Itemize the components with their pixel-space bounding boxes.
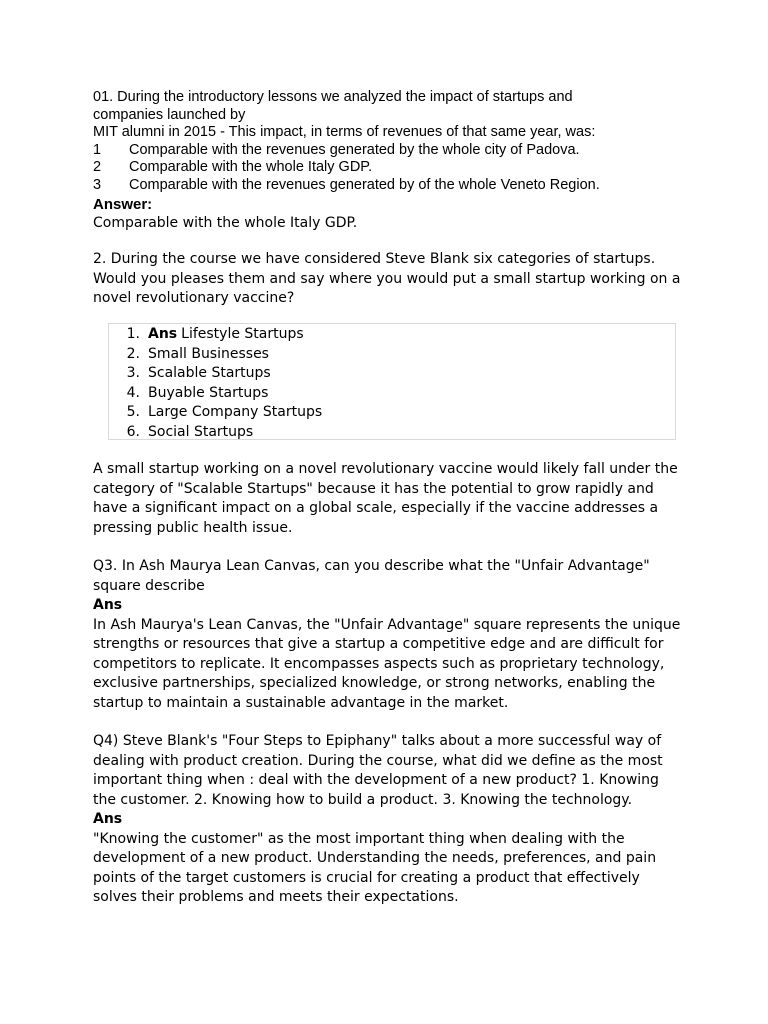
question-2-text: 2. During the course we have considered Steve Blank six categories of startups. Would you pleases them and say where you would put a small startup working on a novel revolutionary vaccine? [93, 251, 681, 306]
list-item-number: 3. [126, 365, 140, 381]
list-item [109, 345, 675, 365]
question-1-option [93, 177, 693, 195]
question-4-text: Q4) Steve Blank's "Four Steps to Epiphany" talks about a more successful way of dealing with product creation. During the course, what did we define as the most important thing when : deal with the development of a new product? 1. Knowing the customer. 2. Knowing how to build a product. 3. Knowing the technology. [93, 733, 663, 808]
question-1-answer: Comparable with the whole Italy GDP. [93, 215, 358, 231]
question-1-text-line-1: 01. During the introductory lessons we analyzed the impact of startups and [93, 89, 573, 105]
question-1-text-line-3: MIT alumni in 2015 - This impact, in terms of revenues of that same year, was: [93, 124, 596, 140]
list-item-text: Scalable Startups [148, 365, 271, 381]
list-item-number: 5. [126, 404, 140, 420]
list-item [109, 403, 675, 423]
option-number: 1 [93, 141, 102, 158]
question-3-text: Q3. In Ash Maurya Lean Canvas, can you describe what the "Unfair Advantage" square describe [93, 558, 650, 594]
list-item-text: Social Startups [148, 423, 254, 440]
question-4-answer: "Knowing the customer" as the most important thing when dealing with the development of a new product. Understanding the needs, preferences, and pain points of the target customers is crucial for creating a product that effectively solves their problems and meets their expectations. [93, 830, 657, 905]
list-item-text: Small Businesses [148, 345, 269, 362]
list-item-text: Buyable Startups [148, 384, 269, 401]
option-text: Comparable with the whole Italy GDP. [129, 159, 373, 175]
ans-marker: Ans [148, 326, 178, 342]
question-2-answer: A small startup working on a novel revolutionary vaccine would likely fall under the category of "Scalable Startups" because it has the potential to grow rapidly and have a significant impact on a global scale, especially if the vaccine addresses a pressing public health issue. [93, 461, 678, 536]
list-item [109, 384, 675, 404]
option-text: Comparable with the revenues generated by the whole city of Padova. [129, 141, 580, 158]
list-item-text: Large Company Startups [148, 404, 323, 420]
list-item [109, 325, 675, 345]
list-item-number: 2. [126, 345, 140, 362]
answer-label: Answer: [93, 196, 153, 213]
list-item-text: Lifestyle Startups [181, 326, 304, 342]
list-item [109, 423, 675, 443]
startup-categories-list [108, 323, 676, 440]
question-1 [93, 89, 693, 234]
question-1-option [93, 142, 693, 160]
option-text: Comparable with the revenues generated by of the whole Veneto Region. [129, 176, 600, 193]
list-item-number: 6. [126, 423, 140, 440]
question-1-text-line-2: companies launched by [93, 106, 246, 123]
question-4 [93, 732, 683, 908]
list-item [109, 364, 675, 384]
question-3 [93, 557, 683, 713]
list-item-number: 1. [126, 326, 140, 342]
option-number: 3 [93, 176, 102, 193]
question-1-option [93, 159, 693, 177]
option-number: 2 [93, 159, 102, 175]
ans-label: Ans [93, 811, 123, 827]
list-item-number: 4. [126, 384, 140, 401]
ans-label: Ans [93, 597, 123, 613]
question-3-answer: In Ash Maurya's Lean Canvas, the "Unfair Advantage" square represents the unique strengths or resources that give a startup a competitive edge and are difficult for competitors to replicate. It encompasses aspects such as proprietary technology, exclusive partnerships, specialized knowledge, or strong networks, enabling the startup to maintain a sustainable advantage in the market. [93, 616, 681, 711]
